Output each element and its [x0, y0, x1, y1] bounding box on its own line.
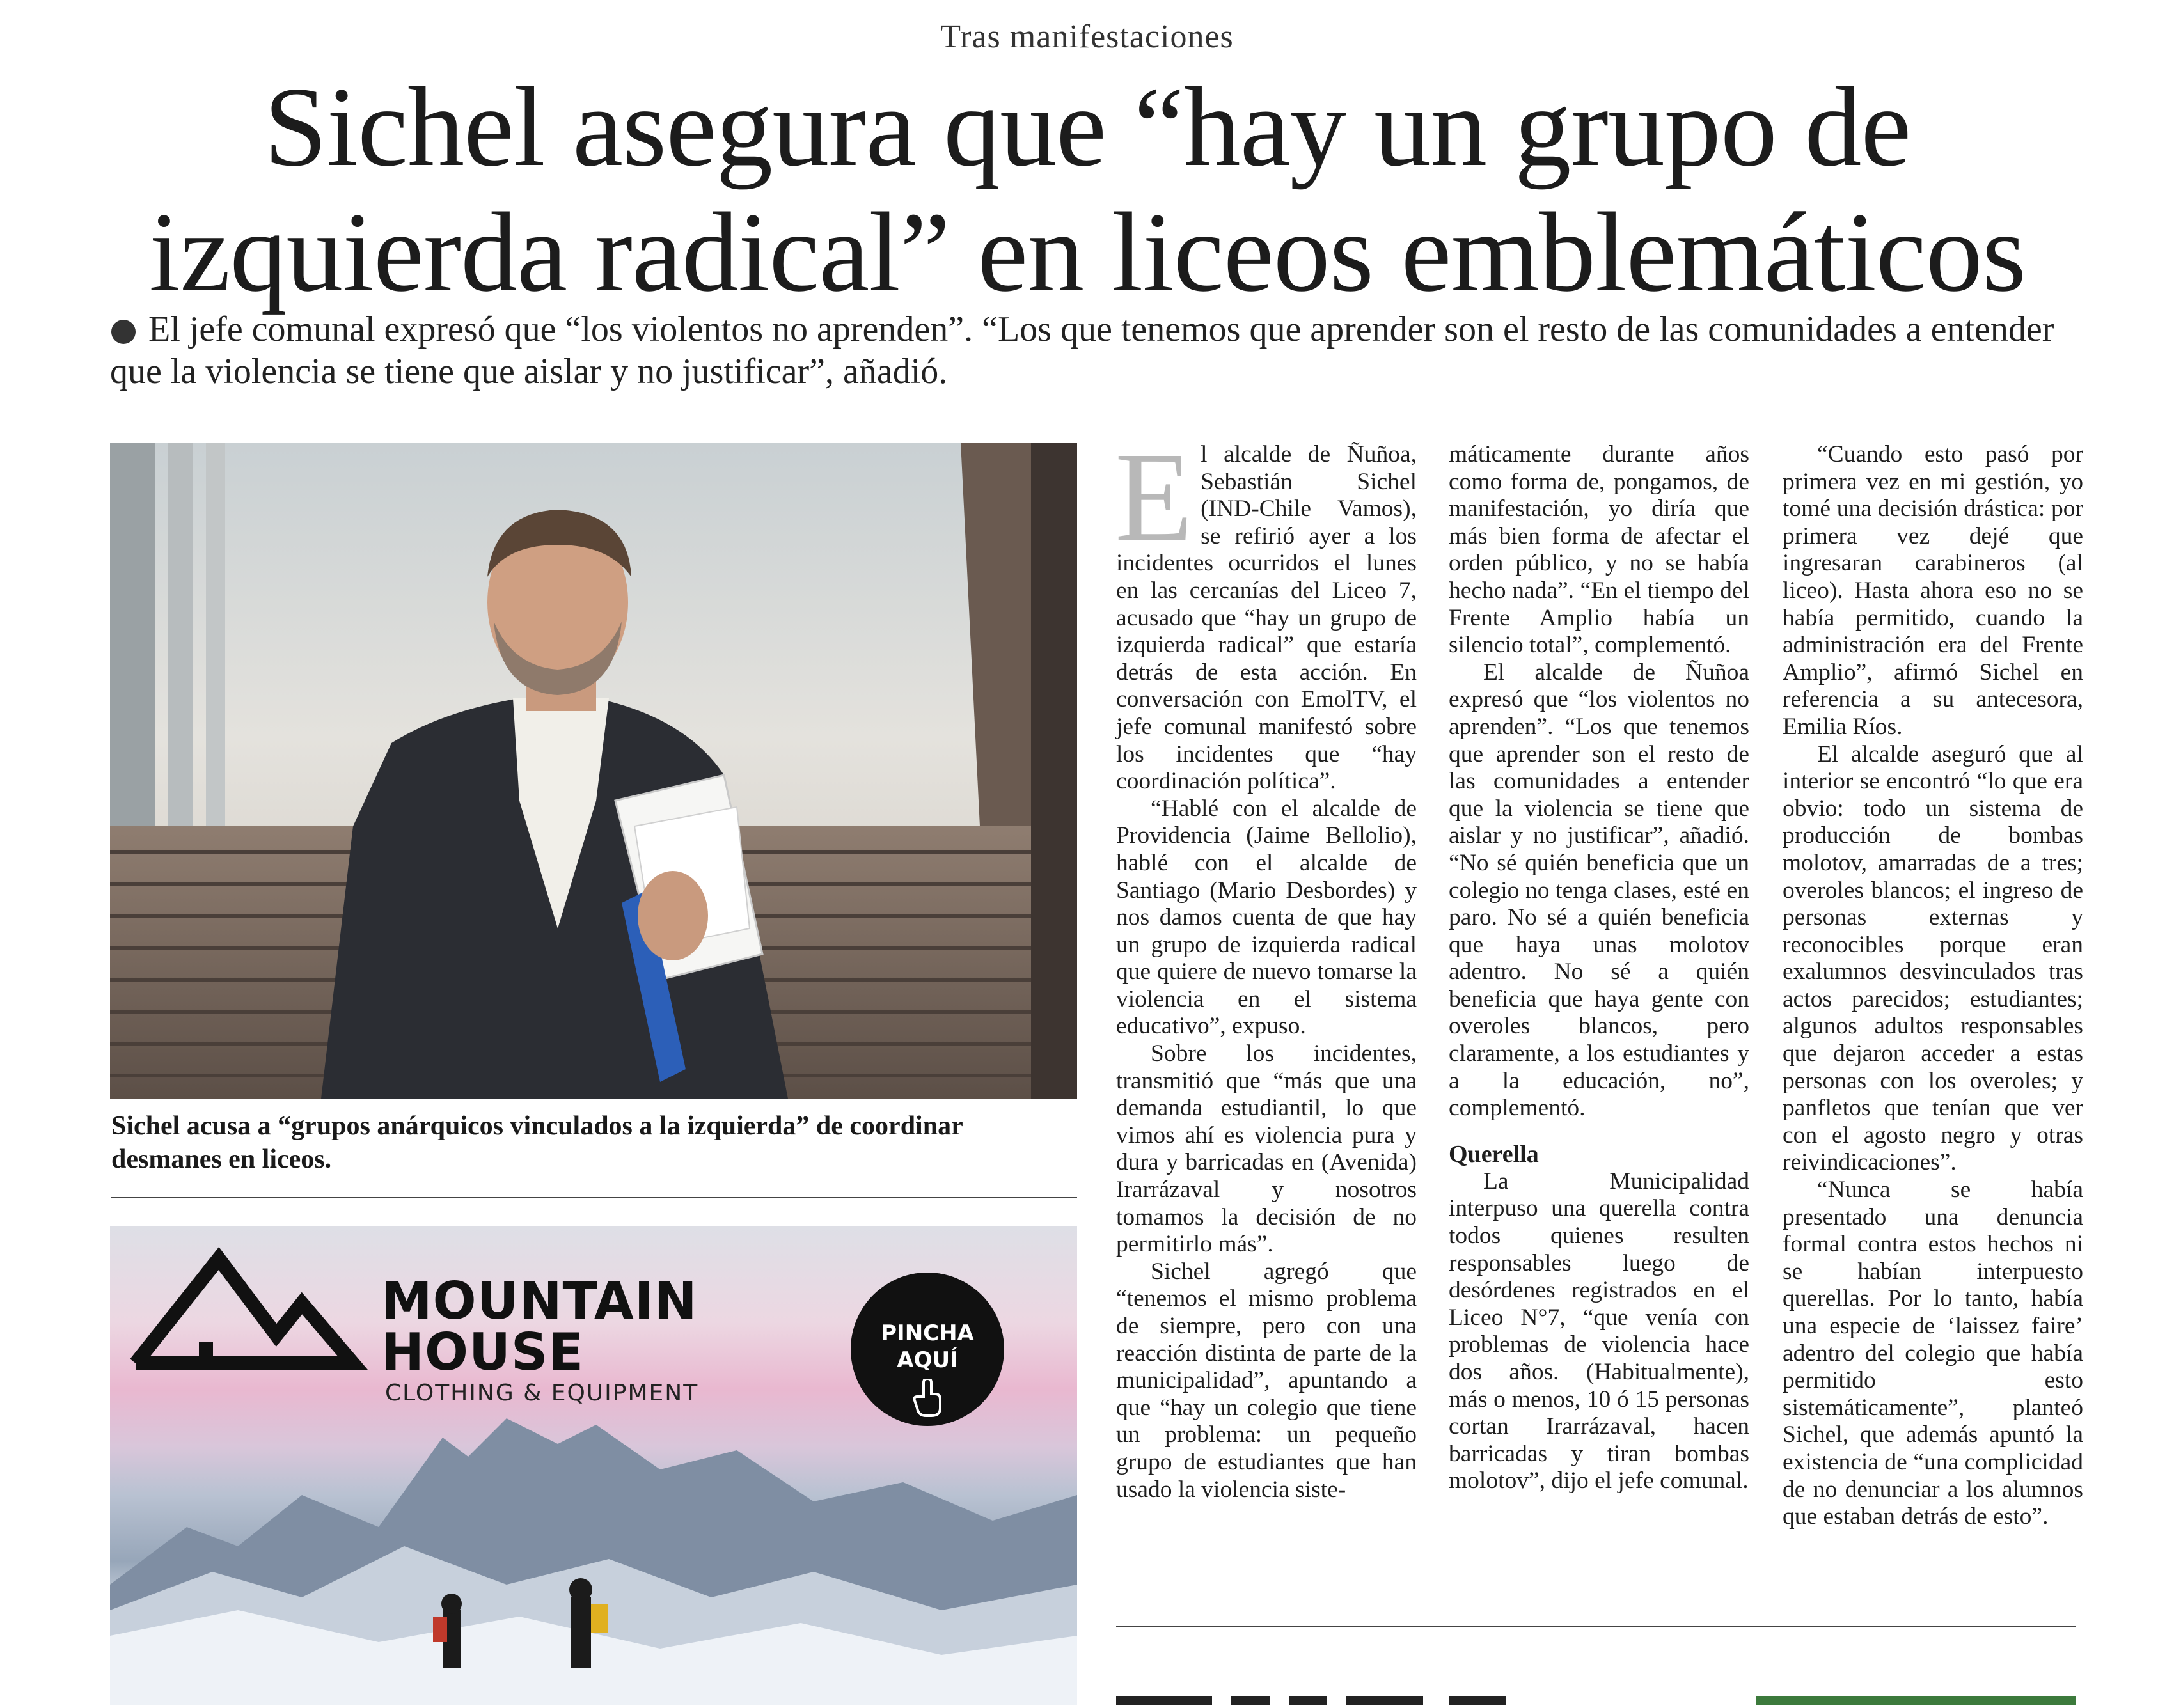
subhead-querella: Querella: [1449, 1140, 1539, 1168]
photo-illustration: [110, 443, 1077, 1099]
article-photo: [110, 443, 1077, 1099]
lead-text: El jefe comunal expresó que “los violentos no aprenden”. “Los que tenemos que aprender son el resto de las comunidades a entender que la violencia se tiene que aislar y no justificar”, añadió.: [110, 309, 2054, 391]
col3-paragraph-2: El alcalde aseguró que al interior se encontró “lo que era obvio: todo un sistema de producción de bombas molotov, amarradas de a tres; overoles blancos; el ingreso de personas externas y reconocibles porque eran exalumnos desvinculados tras actos parecidos; estudiantes; algunos adultos responsables que dejaron acceder a estas personas con los overoles; y panfletos que tenían que ver con el agosto negro y otras reivindicaciones”.: [1783, 740, 2083, 1176]
ad-brand-line2: HOUSE: [381, 1322, 585, 1382]
mountain-house-logo-icon: [136, 1258, 353, 1363]
next-article-strip: [1116, 1696, 2114, 1705]
headline: Sichel asegura que “hay un grupo de izquierda radical” en liceos emblemáticos: [148, 63, 2026, 315]
ad-cta-line1: PINCHA: [881, 1320, 974, 1346]
ad-tagline: CLOTHING & EQUIPMENT: [385, 1380, 699, 1406]
col2-paragraph-2: El alcalde de Ñuñoa expresó que “los violentos no aprenden”. “Los que tenemos que aprender son el resto de las comunidades a entender que la violencia se tiene que aislar y no justificar”, añadió. “No sé quién beneficia que un colegio no tenga clases, esté en paro. No sé a quién beneficia que haya unas molotov adentro. No sé a quién beneficia que haya gente con overoles blancos, pero claramente, a los estudiantes y a la educación, no”, complementó.: [1449, 659, 1749, 1122]
col3-paragraph-1: “Cuando esto pasó por primera vez en mi gestión, yo tomé una decisión drástica: por primera vez dejé que ingresaran carabineros (al liceo). Hasta ahora eso no se había permitido, cuando la administración era del Frente Amplio”, afirmó Sichel en referencia a su antecesora, Emilia Ríos.: [1783, 441, 2083, 740]
col2-paragraph-1: máticamente durante años como forma de, pongamos, de manifestación, yo diría que más bien forma de afectar el orden público, y no se había hecho nada”. “En el tiempo del Frente Amplio había un silencio total”, complementó.: [1449, 441, 1749, 659]
mountain-house-ad[interactable]: [110, 1226, 1077, 1705]
col3-paragraph-3: “Nunca se había presentado una denuncia formal contra estos hechos ni se habían interpuesto querellas. Por lo tanto, había una especie de ‘laissez faire’ adentro del colegio que había permitido esto sistemáticamente”, planteó Sichel, que además apuntó la existencia de “una complicidad de no denunciar a los alumnos que estaban detrás de esto”.: [1783, 1177, 2083, 1530]
lead-paragraph: [110, 308, 2112, 393]
ad-brand-line1: MOUNTAIN: [381, 1271, 698, 1331]
article-column-3: [1783, 441, 2083, 1531]
drop-cap: E: [1115, 427, 1193, 568]
article-column-1: [1115, 427, 1417, 1503]
ad-cta-line2: AQUÍ: [897, 1347, 958, 1373]
article-end-rule: [1116, 1626, 2076, 1627]
col1-paragraph-3: Sobre los incidentes, transmitió que “más que una demanda estudiantil, lo que vimos ahí es violencia pura y dura y barricadas en (Avenida) Irarrázaval y nosotros tomamos la decisión de no permitirlo más”.: [1116, 1040, 1417, 1258]
photo-caption: Sichel acusa a “grupos anárquicos vinculados a la izquierda” de coordinar desmanes en liceos.: [111, 1111, 963, 1174]
section-kicker: Tras manifestaciones: [940, 19, 1234, 55]
divider-rule: [111, 1197, 1077, 1198]
col1-paragraph-1: l alcalde de Ñuñoa, Sebastián Sichel (IND-Chile Vamos), se refirió ayer a los incidentes ocurridos el lunes en las cercanías del Liceo 7, acusado que “hay un grupo de izquierda radical” que estaría detrás de esta acción. En conversación con EmolTV, el jefe comunal manifestó sobre los incidentes que “hay coordinación política”.: [1116, 441, 1417, 795]
pointer-hand-icon: [912, 1379, 943, 1423]
ad-cta-button[interactable]: [851, 1273, 1004, 1426]
col2-paragraph-3: La Municipalidad interpuso una querella contra todos quienes resulten responsables luego de desórdenes registrados en el Liceo N°7, “que venía con problemas de violencia hace dos años. (Habitualmente), más o menos, 10 ó 15 personas cortan Irarrázaval, hacen barricadas y tiran bombas molotov”, dijo el jefe comunal.: [1449, 1168, 1749, 1494]
col1-paragraph-4: Sichel agregó que “tenemos el mismo problema de siempre, pero con una reacción distinta de parte de la municipalidad”, apuntando a que “hay un colegio que tiene un problema: un pequeño grupo de estudiantes que han usado la violencia siste-: [1116, 1258, 1417, 1503]
col1-paragraph-2: “Hablé con el alcalde de Providencia (Jaime Bellolio), hablé con el alcalde de Santiago (Mario Desbordes) y nos damos cuenta de que hay un grupo de izquierda radical que quiere de nuevo tomarse la violencia en el sistema educativo”, expuso.: [1116, 795, 1417, 1040]
article-column-2: [1449, 441, 1749, 1495]
